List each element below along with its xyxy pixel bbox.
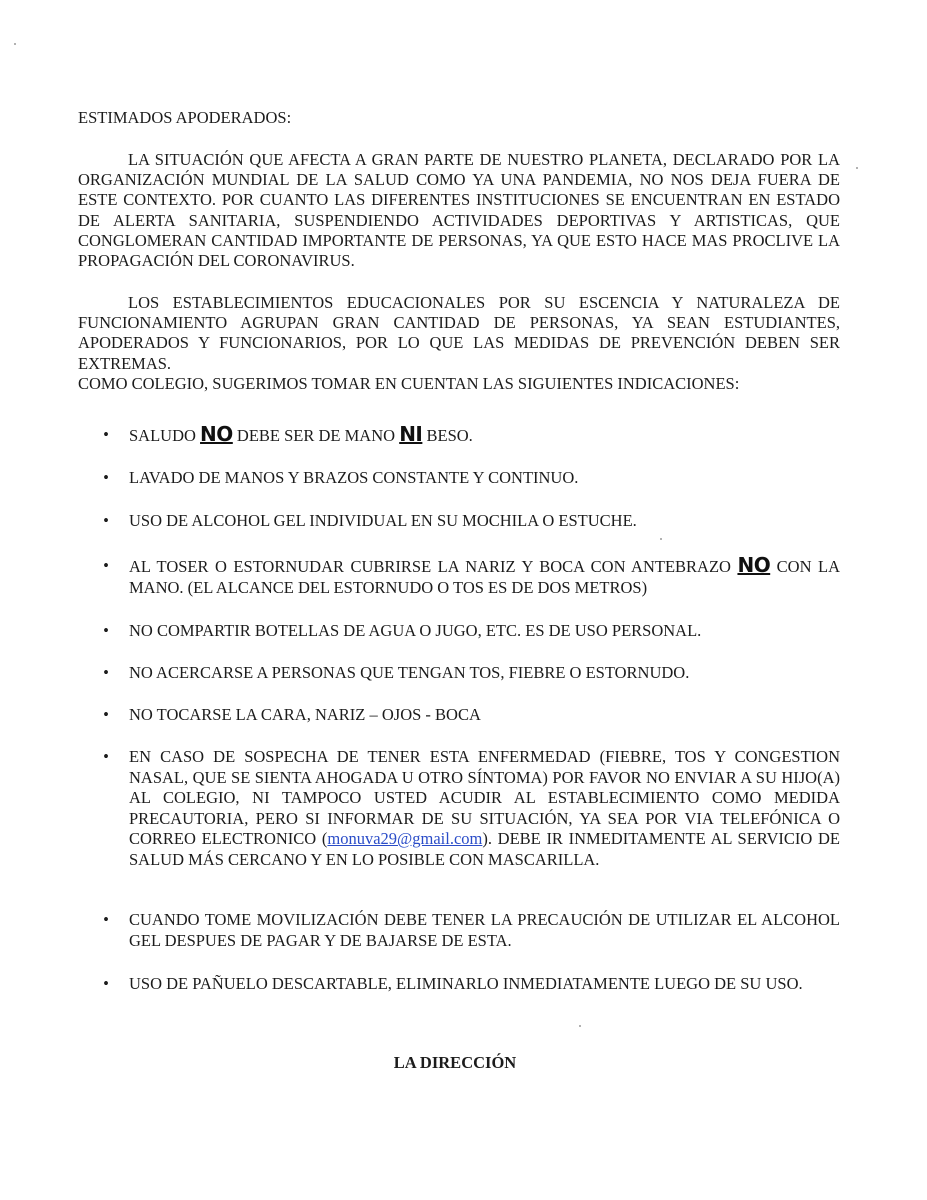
list-item-transport bbox=[100, 910, 840, 951]
bullet-icon: • bbox=[103, 511, 109, 530]
bullet-icon: • bbox=[103, 974, 109, 993]
list-item-text: NO ACERCARSE A PERSONAS QUE TENGAN TOS, FIEBRE O ESTORNUDO. bbox=[129, 663, 690, 682]
list-item-text: LAVADO DE MANOS Y BRAZOS CONSTANTE Y CONTINUO. bbox=[129, 468, 579, 487]
bullet-icon: • bbox=[103, 425, 109, 444]
paragraph-situation bbox=[78, 150, 840, 271]
list-item-text: USO DE ALCOHOL GEL INDIVIDUAL EN SU MOCHILA O ESTUCHE. bbox=[129, 511, 637, 530]
list-item-text: AL TOSER O ESTORNUDAR CUBRIRSE LA NARIZ Y BOCA CON ANTEBRAZO NO CON LA MANO. (EL ALCANCE DEL ESTORNUDO O TOS ES DE DOS METROS) bbox=[129, 553, 840, 597]
bullet-icon: • bbox=[103, 468, 109, 487]
emphasis-ni: NI bbox=[399, 422, 423, 446]
scan-speck bbox=[579, 1025, 581, 1027]
list-item-greeting bbox=[100, 422, 840, 447]
list-item-handwashing bbox=[100, 468, 840, 489]
list-item-distance bbox=[100, 663, 840, 684]
list-item-text: CUANDO TOME MOVILIZACIÓN DEBE TENER LA PRECAUCIÓN DE UTILIZAR EL ALCOHOL GEL DESPUES DE PAGAR Y DE BAJARSE DE ESTA. bbox=[129, 910, 840, 950]
scan-speck bbox=[856, 167, 858, 169]
list-item-text: NO COMPARTIR BOTELLAS DE AGUA O JUGO, ETC. ES DE USO PERSONAL. bbox=[129, 621, 702, 640]
bullet-icon: • bbox=[103, 747, 109, 766]
paragraph-establishments bbox=[78, 293, 840, 374]
scan-speck bbox=[660, 538, 662, 540]
list-item-text: SALUDO NO DEBE SER DE MANO NI BESO. bbox=[129, 422, 473, 446]
paragraph-establishments-text: LOS ESTABLECIMIENTOS EDUCACIONALES POR SU ESCENCIA Y NATURALEZA DE FUNCIONAMIENTO AGRUPAN GRAN CANTIDAD DE PERSONAS, YA SEAN ESTUDIANTES, APODERADOS Y FUNCIONARIOS, POR LO QUE LAS MEDIDAS DE PREVENCIÓN DEBEN SER EXTREMAS. bbox=[78, 293, 840, 373]
salutation: ESTIMADOS APODERADOS: bbox=[78, 108, 292, 127]
signature: LA DIRECCIÓN bbox=[393, 1053, 517, 1072]
emphasis-no: NO bbox=[737, 553, 771, 577]
list-item-tissue bbox=[100, 974, 840, 995]
list-item-face bbox=[100, 705, 840, 726]
bullet-icon: • bbox=[103, 705, 109, 724]
email-link[interactable]: monuva29@gmail.com bbox=[327, 829, 483, 848]
emphasis-no: NO bbox=[200, 422, 233, 446]
list-item-alcohol-gel bbox=[100, 511, 840, 532]
list-item-bottles bbox=[100, 621, 840, 642]
bullet-icon: • bbox=[103, 556, 109, 575]
bullet-icon: • bbox=[103, 663, 109, 682]
list-item-cough bbox=[100, 553, 840, 598]
list-item-text: USO DE PAÑUELO DESCARTABLE, ELIMINARLO INMEDIATAMENTE LUEGO DE SU USO. bbox=[129, 974, 803, 993]
bullet-icon: • bbox=[103, 621, 109, 640]
list-item-symptoms bbox=[100, 747, 840, 870]
bullet-icon: • bbox=[103, 910, 109, 929]
indications-intro: COMO COLEGIO, SUGERIMOS TOMAR EN CUENTAN LAS SIGUIENTES INDICACIONES: bbox=[78, 374, 740, 393]
list-item-text: EN CASO DE SOSPECHA DE TENER ESTA ENFERMEDAD (FIEBRE, TOS Y CONGESTION NASAL, QUE SE SIENTA AHOGADA U OTRO SÍNTOMA) POR FAVOR NO ENVIAR A SU HIJO(A) AL COLEGIO, NI TAMPOCO USTED ACUDIR AL ESTABLECIMIENTO COMO MEDIDA PRECAUTORIA, PERO SI INFORMAR DE SU SITUACIÓN, YA SEA POR VIA TELEFÓNICA O CORREO ELECTRONICO (monuva29@gmail.com). DEBE IR INMEDITAMENTE AL SERVICIO DE SALUD MÁS CERCANO Y EN LO POSIBLE CON MASCARILLA. bbox=[129, 747, 841, 869]
scan-speck bbox=[14, 43, 16, 45]
list-item-text: NO TOCARSE LA CARA, NARIZ – OJOS - BOCA bbox=[129, 705, 481, 724]
paragraph-situation-text: LA SITUACIÓN QUE AFECTA A GRAN PARTE DE NUESTRO PLANETA, DECLARADO POR LA ORGANIZACIÓN MUNDIAL DE LA SALUD COMO YA UNA PANDEMIA, NO NOS DEJA FUERA DE ESTE CONTEXTO. POR CUANTO LAS DIFERENTES INSTITUCIONES SE ENCUENTRAN EN ESTADO DE ALERTA SANITARIA, SUSPENDIENDO ACTIVIDADES DEPORTIVAS Y ARTISTICAS, QUE CONGLOMERAN CANTIDAD IMPORTANTE DE PERSONAS, YA QUE ESTO HACE MAS PROCLIVE LA PROPAGACIÓN DEL CORONAVIRUS. bbox=[78, 150, 840, 271]
